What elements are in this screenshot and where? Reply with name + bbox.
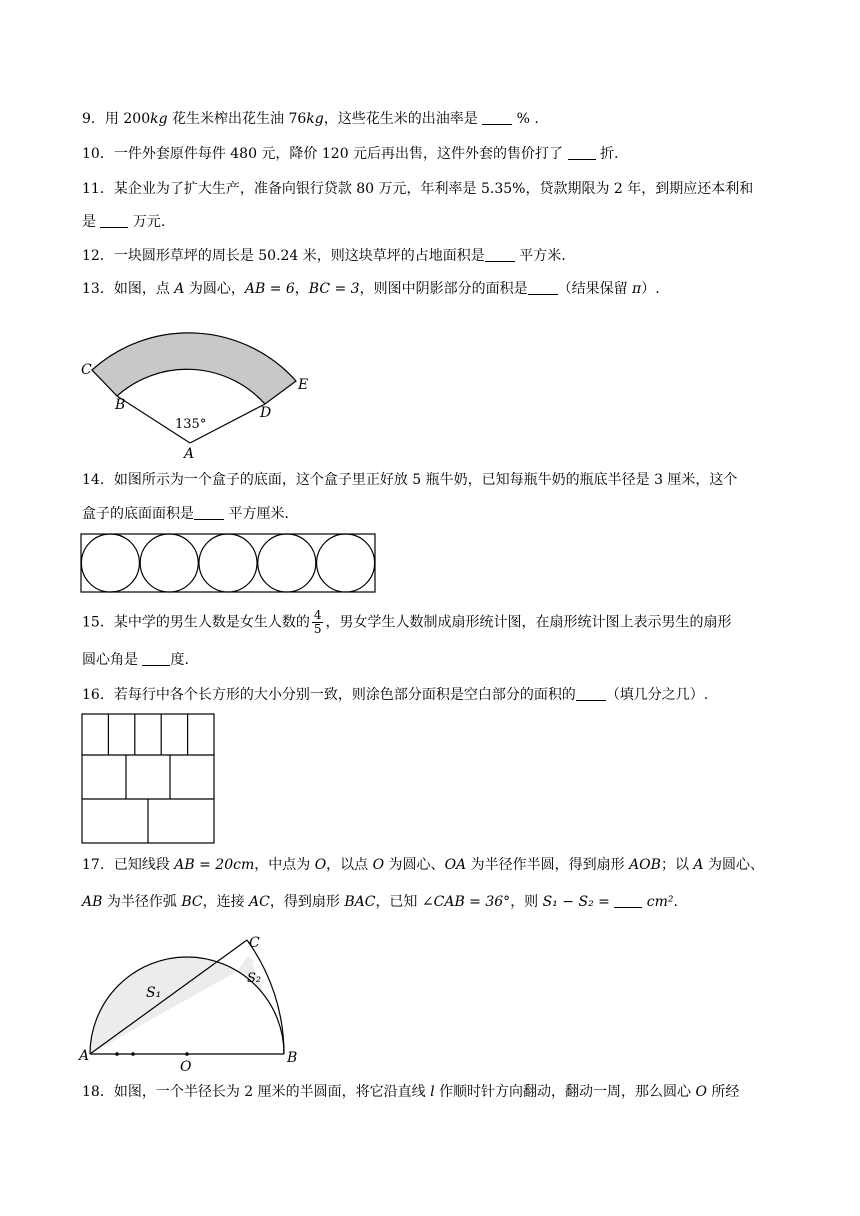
question-11-line2: 是 万元.	[82, 214, 166, 230]
answer-blank[interactable]	[576, 686, 606, 701]
label-a: A	[184, 446, 195, 462]
dot	[131, 1052, 135, 1056]
question-15-line2: 圆心角是 度.	[82, 652, 189, 668]
label-b: B	[115, 397, 126, 413]
fraction-four-fifths: $\frac{4}{5}$	[313, 608, 322, 636]
question-11-line1: 11．某企业为了扩大生产，准备向银行贷款 80 万元，年利率是 5.35%，贷款期限为 2 年，到期应还本利和	[82, 181, 754, 197]
region-s1	[90, 957, 238, 1054]
question-10: 10．一件外套原件每件 480 元，降价 120 元后再出售，这件外套的售价打了 折.	[82, 146, 619, 162]
label-d: D	[260, 405, 272, 421]
milk-bottle-circle	[199, 534, 257, 592]
question-18: 18．如图，一个半径长为 2 厘米的半圆面，将它沿直线 l 作顺时针方向翻动，翻动一周，那么圆心 O 所经	[82, 1084, 740, 1100]
milk-bottle-circle	[81, 534, 139, 592]
center-o-dot	[185, 1052, 189, 1056]
question-13: 13．如图，点 A 为圆心，AB = 6，BC = 3，则图中阴影部分的面积是 （结果保留 π）.	[82, 281, 660, 297]
milk-bottle-circle	[317, 534, 375, 592]
question-14-line2: 盒子的底面面积是 平方厘米.	[82, 506, 289, 522]
figure-14-box-circles	[80, 532, 380, 594]
label-c: C	[249, 935, 260, 951]
milk-bottle-circle	[140, 534, 198, 592]
label-e: E	[298, 377, 309, 393]
answer-blank[interactable]	[194, 505, 224, 520]
label-o: O	[180, 1059, 192, 1075]
figure-17-semicircle-sector	[78, 932, 308, 1075]
figure-16-rectangle-grid	[80, 712, 216, 846]
figure-13-annular-sector	[75, 310, 325, 460]
answer-blank[interactable]	[142, 651, 170, 666]
box-outline	[81, 534, 375, 592]
question-9: 9．用 200kg 花生米榨出花生油 76kg，这些花生米的出油率是 % .	[82, 111, 539, 127]
angle-label: 135°	[175, 417, 207, 432]
label-b: B	[287, 1050, 298, 1066]
question-12: 12．一块圆形草坪的周长是 50.24 米，则这块草坪的占地面积是 平方米.	[82, 248, 566, 264]
answer-blank[interactable]	[100, 213, 128, 228]
question-16: 16．若每行中各个长方形的大小分别一致，则涂色部分面积是空白部分的面积的 （填几分之几）.	[82, 687, 709, 703]
dot	[115, 1052, 119, 1056]
label-c: C	[81, 362, 92, 378]
question-14-line1: 14．如图所示为一个盒子的底面，这个盒子里正好放 5 瓶牛奶，已知每瓶牛奶的瓶底半径是 3 厘米，这个	[82, 472, 738, 488]
question-17-line1: 17．已知线段 AB = 20cm，中点为 O，以点 O 为圆心、OA 为半径作半圆，得到扇形 AOB；以 A 为圆心、	[82, 857, 764, 873]
answer-blank[interactable]	[482, 110, 512, 125]
question-17-line2: AB 为半径作弧 BC，连接 AC，得到扇形 BAC，已知 ∠CAB = 36°，则 S₁ − S₂ = cm².	[82, 894, 678, 910]
question-15-line1: 15．某中学的男生人数是女生人数的 $\frac{4}{5}$ ，男女学生人数制成扇形统计图，在扇形统计图上表示男生的扇形	[82, 608, 732, 636]
milk-bottle-circle	[258, 534, 316, 592]
label-s2: S₂	[247, 971, 262, 986]
answer-blank[interactable]	[614, 893, 642, 908]
label-s1: S₁	[146, 985, 162, 1001]
label-a: A	[79, 1048, 90, 1064]
answer-blank[interactable]	[568, 145, 596, 160]
answer-blank[interactable]	[528, 280, 558, 295]
answer-blank[interactable]	[485, 247, 515, 262]
shaded-ring-region	[92, 333, 296, 404]
